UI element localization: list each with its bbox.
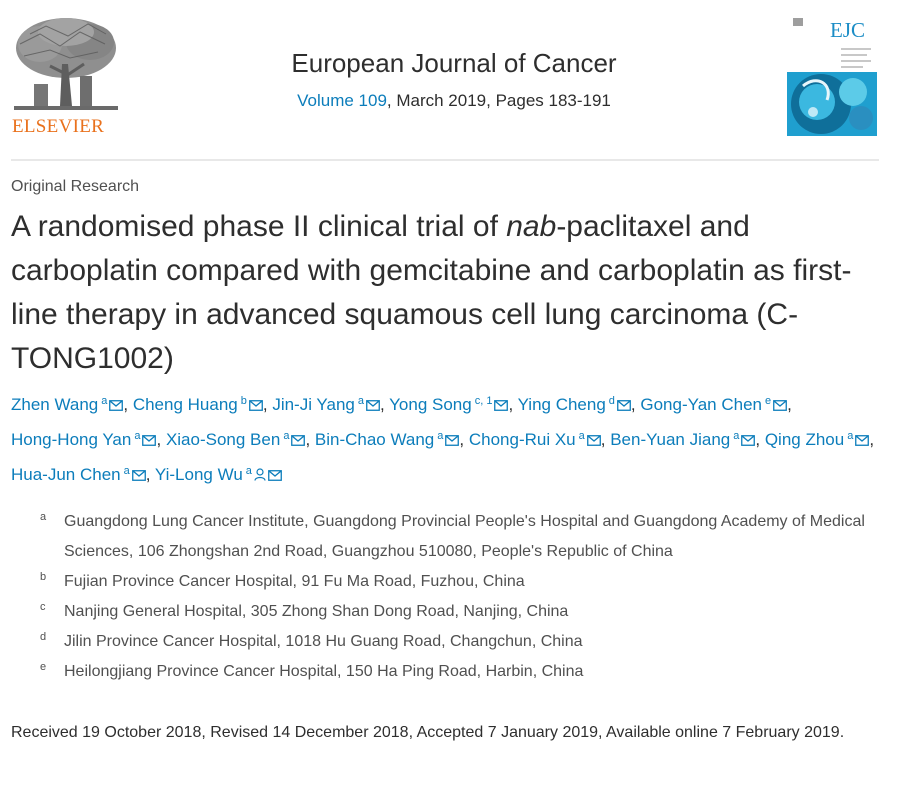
mail-icon[interactable]	[741, 426, 755, 456]
author-name[interactable]	[11, 395, 123, 414]
author-name[interactable]	[272, 395, 380, 414]
journal-cover-label: EJC	[830, 18, 866, 42]
author-name-text[interactable]: Gong-Yan Chen	[640, 395, 762, 414]
author-list	[11, 386, 881, 491]
mail-icon[interactable]	[132, 461, 146, 491]
author-separator: ,	[305, 430, 315, 449]
affiliation-ref[interactable]: a	[357, 395, 364, 407]
author-name-text[interactable]: Ying Cheng	[517, 395, 606, 414]
person-icon[interactable]	[254, 461, 266, 491]
author-separator: ,	[508, 395, 518, 414]
author-separator: ,	[869, 430, 875, 449]
affiliation-label: b	[40, 571, 47, 583]
author-name[interactable]	[155, 465, 282, 484]
author-name-text[interactable]: Hong-Hong Yan	[11, 430, 132, 449]
author-name[interactable]	[640, 395, 787, 414]
author-separator: ,	[156, 430, 166, 449]
volume-link[interactable]: Volume 109	[297, 91, 387, 110]
header-divider	[11, 159, 879, 161]
author-name[interactable]	[765, 430, 870, 449]
affiliation-label: e	[40, 661, 47, 673]
affiliation-text: Heilongjiang Province Cancer Hospital, 150 Ha Ping Road, Harbin, China	[64, 663, 584, 680]
mail-icon[interactable]	[587, 426, 601, 456]
affiliation-text: Jilin Province Cancer Hospital, 1018 Hu Guang Road, Changchun, China	[64, 633, 583, 650]
author-separator: ,	[755, 430, 765, 449]
affiliation-ref[interactable]: a	[437, 430, 444, 442]
author-separator: ,	[262, 395, 273, 414]
mail-icon[interactable]	[617, 391, 631, 421]
author-name-text[interactable]: Yi-Long Wu	[154, 465, 243, 484]
affiliation-item	[40, 657, 890, 687]
mail-icon[interactable]	[366, 391, 380, 421]
author-name-text[interactable]: Bin-Chao Wang	[314, 430, 435, 449]
affiliation-text: Nanjing General Hospital, 305 Zhong Shan Dong Road, Nanjing, China	[64, 603, 569, 620]
author-name-text[interactable]: Zhen Wang	[11, 395, 99, 414]
author-name[interactable]	[610, 430, 755, 449]
mail-icon[interactable]	[268, 461, 282, 491]
author-separator: ,	[379, 395, 390, 414]
author-name[interactable]	[315, 430, 460, 449]
mail-icon[interactable]	[142, 426, 156, 456]
author-name[interactable]	[166, 430, 306, 449]
affiliation-ref[interactable]: a	[101, 395, 108, 407]
mail-icon[interactable]	[249, 391, 263, 421]
author-name-text[interactable]: Hua-Jun Chen	[11, 465, 121, 484]
author-separator: ,	[145, 465, 155, 484]
article-history: Received 19 October 2018, Revised 14 December 2018, Accepted 7 January 2019, Available online 7 February 2019.	[11, 724, 845, 741]
affiliation-ref[interactable]: e	[764, 395, 772, 407]
affiliation-ref[interactable]: d	[608, 395, 615, 407]
affiliation-label: a	[40, 511, 47, 523]
affiliation-ref[interactable]: a	[123, 465, 130, 477]
affiliation-ref[interactable]: a	[283, 430, 290, 442]
author-name-text[interactable]: Cheng Huang	[132, 395, 238, 414]
author-name-text[interactable]: Yong Song	[389, 395, 472, 414]
affiliation-ref[interactable]: a	[134, 430, 141, 442]
author-name-text[interactable]: Qing Zhou	[764, 430, 845, 449]
affiliation-list	[40, 507, 890, 687]
affiliation-ref[interactable]: a	[578, 430, 585, 442]
title-part: -paclitaxel and carboplatin compared with gemcitabine and carboplatin as first-line therapy in advanced squamous cell lung carcinoma (C-TONG1002)	[11, 210, 852, 375]
affiliation-label: d	[40, 631, 47, 643]
author-separator: ,	[600, 430, 611, 449]
affiliation-label: c	[40, 601, 46, 613]
author-separator: ,	[459, 430, 469, 449]
author-name[interactable]	[469, 430, 601, 449]
author-name-text[interactable]: Jin-Ji Yang	[272, 395, 355, 414]
author-name-text[interactable]: Xiao-Song Ben	[165, 430, 281, 449]
mail-icon[interactable]	[494, 391, 508, 421]
author-name[interactable]	[389, 395, 508, 414]
title-italic-part: nab	[506, 210, 557, 243]
affiliation-item	[40, 627, 890, 657]
affiliation-ref[interactable]: c, 1	[474, 395, 493, 407]
affiliation-item	[40, 507, 890, 567]
author-name[interactable]	[11, 465, 146, 484]
author-separator: ,	[123, 395, 133, 414]
affiliation-text: Guangdong Lung Cancer Institute, Guangdong Provincial People's Hospital and Guangdong Academy of Medical Sciences, 106 Zhongshan 2nd Road, Guangzhou 510080, People's Republic of China	[64, 513, 865, 560]
article-title	[11, 205, 891, 381]
author-name-text[interactable]: Chong-Rui Xu	[468, 430, 576, 449]
mail-icon[interactable]	[109, 391, 123, 421]
mail-icon[interactable]	[855, 426, 869, 456]
title-part: A randomised phase II clinical trial of	[11, 210, 507, 243]
author-name[interactable]	[11, 430, 156, 449]
journal-title[interactable]: European Journal of Cancer	[291, 48, 617, 78]
mail-icon[interactable]	[773, 391, 787, 421]
affiliation-item	[40, 597, 890, 627]
author-separator: ,	[630, 395, 641, 414]
affiliation-item	[40, 567, 890, 597]
author-name-text[interactable]: Ben-Yuan Jiang	[610, 430, 731, 449]
affiliation-ref[interactable]: a	[847, 430, 854, 442]
article-type: Original Research	[11, 178, 140, 195]
journal-issue-info	[0, 91, 900, 111]
affiliation-ref[interactable]: b	[240, 395, 247, 407]
affiliation-ref[interactable]: a	[733, 430, 740, 442]
journal-header	[0, 0, 900, 160]
affiliation-text: Fujian Province Cancer Hospital, 91 Fu Ma Road, Fuzhou, China	[64, 573, 525, 590]
author-separator: ,	[787, 395, 792, 414]
issue-details: , March 2019, Pages 183-191	[386, 91, 611, 110]
mail-icon[interactable]	[445, 426, 459, 456]
author-name[interactable]	[518, 395, 631, 414]
author-name[interactable]	[133, 395, 263, 414]
mail-icon[interactable]	[291, 426, 305, 456]
publisher-name: ELSEVIER	[12, 116, 105, 137]
affiliation-ref[interactable]: a	[245, 465, 252, 477]
